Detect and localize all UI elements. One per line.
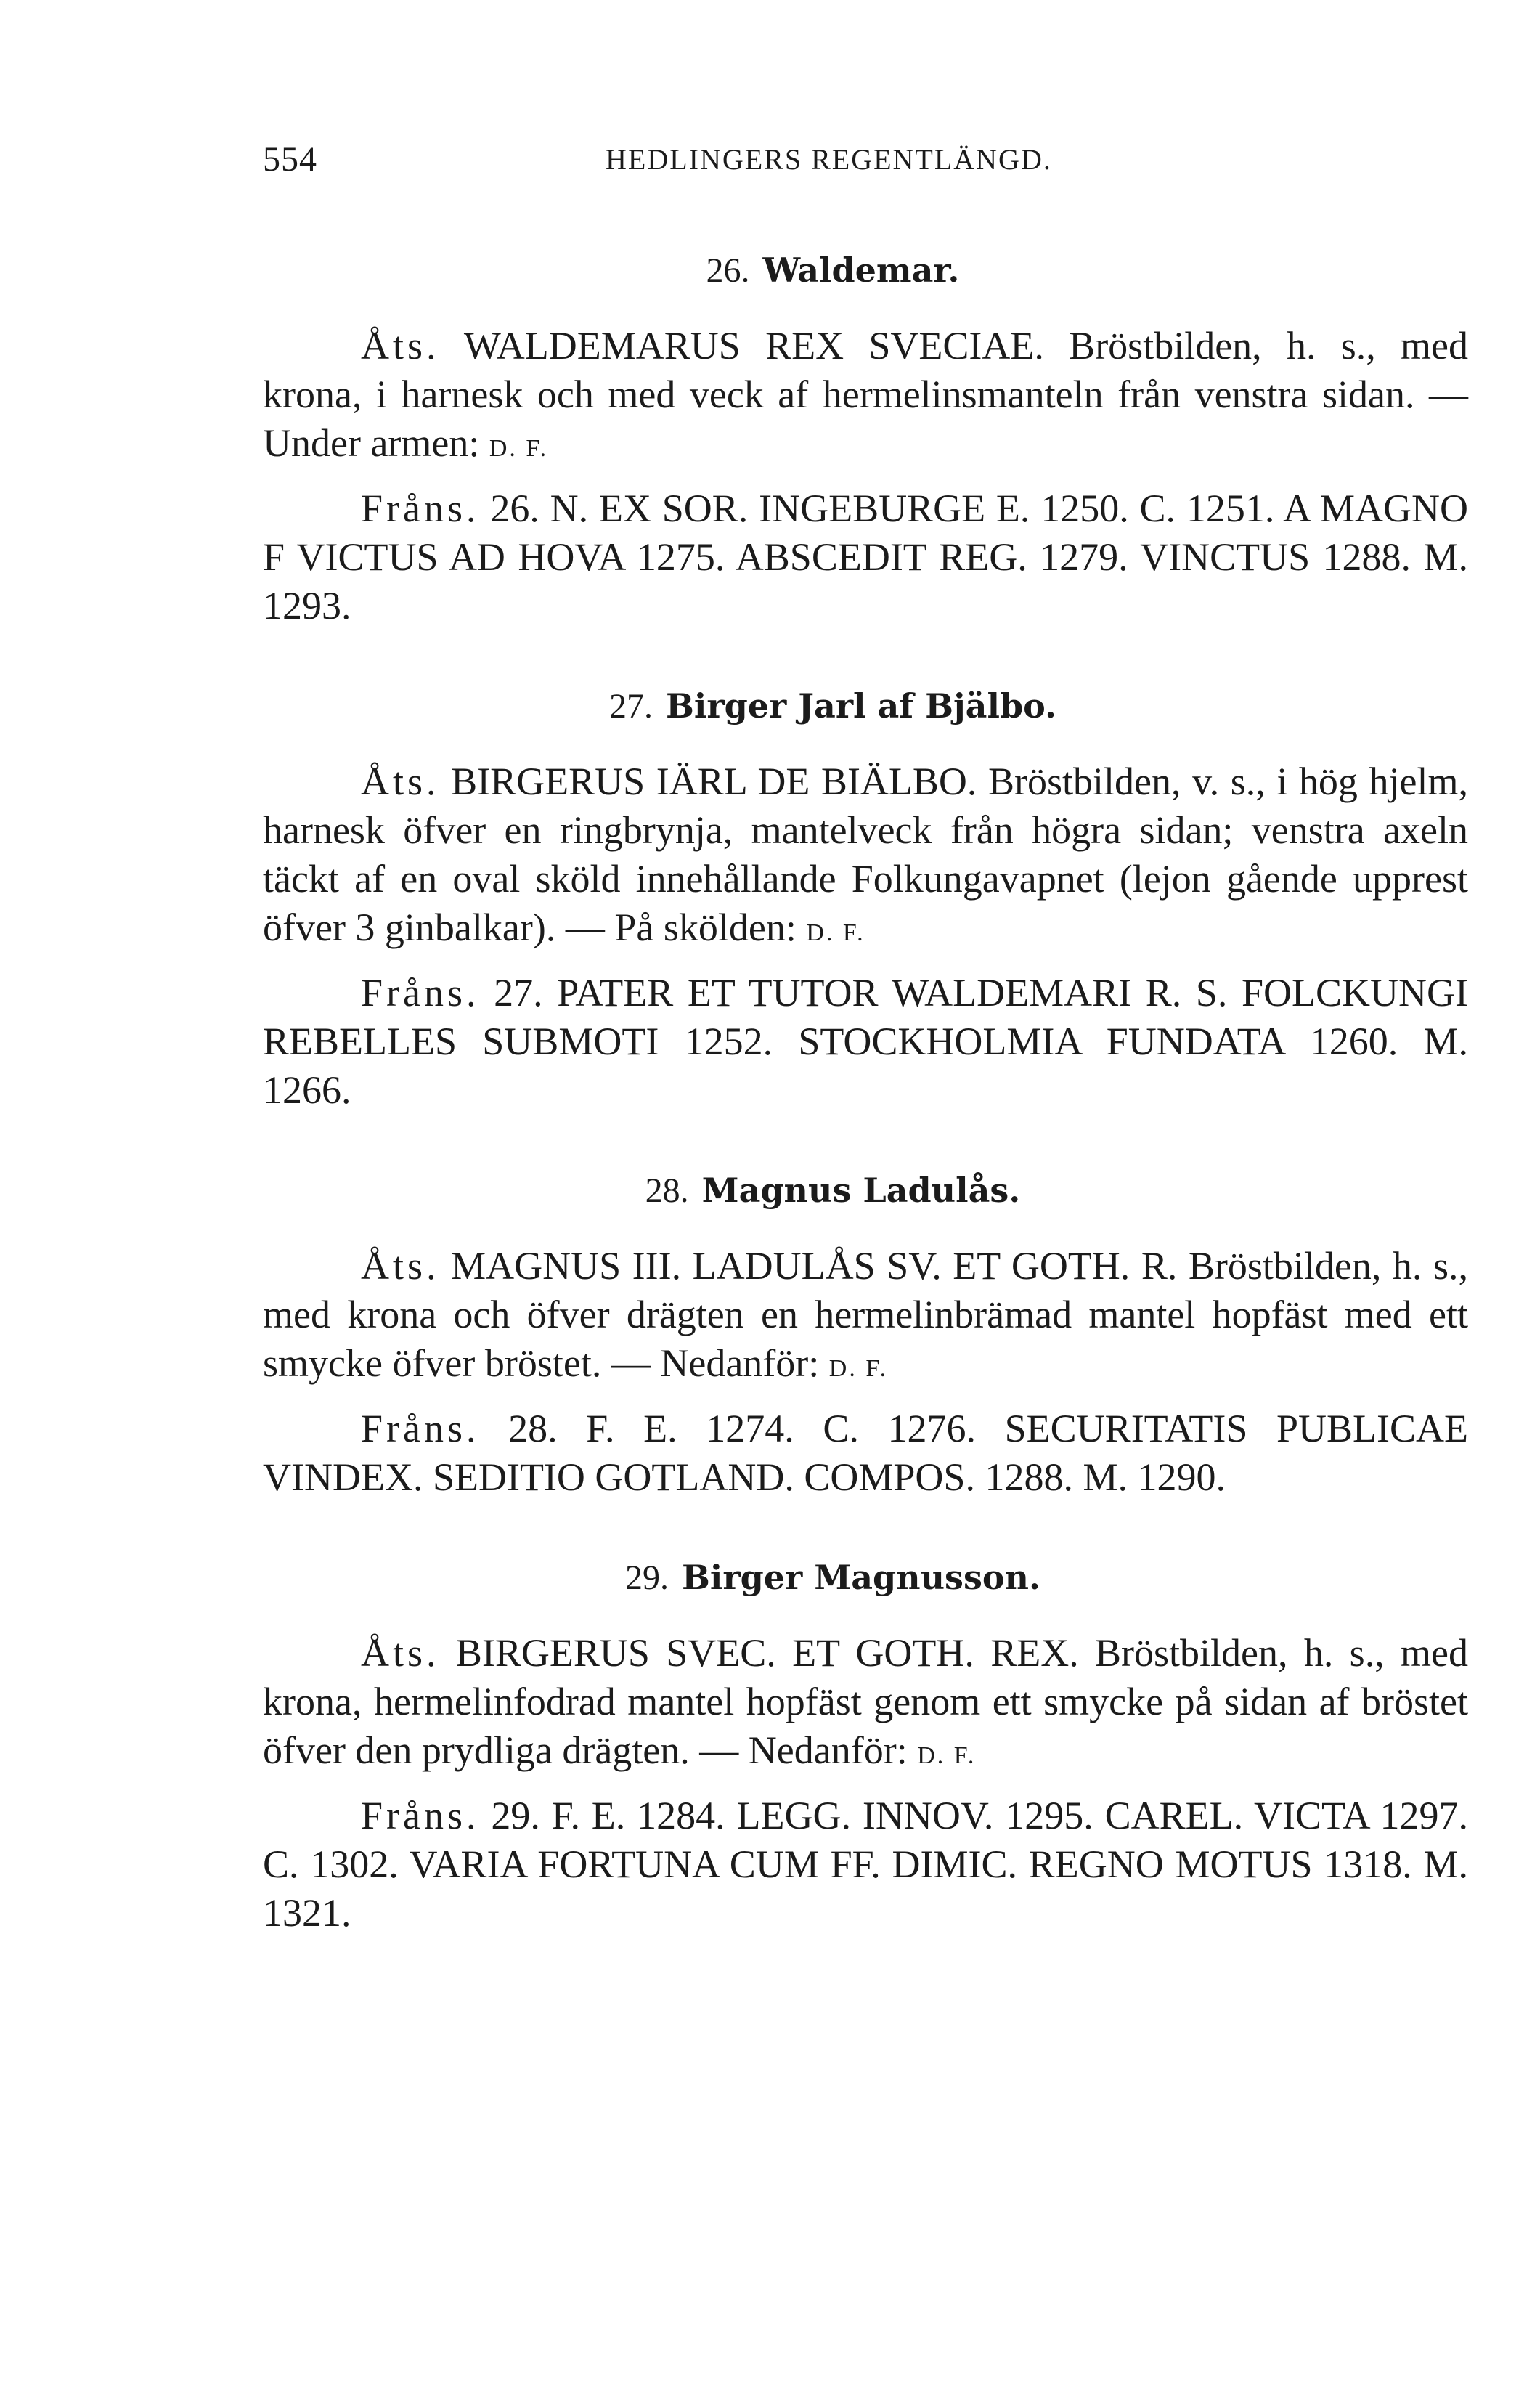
obverse-label: Åts. <box>361 1244 440 1288</box>
obverse-label: Åts. <box>361 1631 440 1675</box>
obverse-text: BIRGERUS IÄRL DE BIÄLBO. Bröstbilden, v. s., i hög hjelm, harnesk öfver en ringbrynja, mantelveck från högra sidan; venstra axeln täckt af en oval sköld innehållande Folkungavapnet (lejon gående upprest öfver 3 ginbalkar). — På skölden: <box>263 760 1469 949</box>
entry-29 <box>263 1554 1468 1938</box>
obverse-description <box>263 322 1468 473</box>
reverse-label: Fråns. <box>361 1407 480 1450</box>
reverse-text: 28. F. E. 1274. C. 1276. SECURITATIS PUBLICAE VINDEX. SEDITIO GOTLAND. COMPOS. 1288. M. 1290. <box>263 1407 1469 1499</box>
entry-26 <box>263 247 1468 630</box>
engraver-mark: D. F. <box>828 1355 889 1382</box>
engraver-mark: D. F. <box>806 919 865 946</box>
obverse-description <box>263 757 1468 957</box>
entry-name: Birger Jarl af Bjälbo. <box>665 686 1057 725</box>
reverse-label: Fråns. <box>361 971 480 1015</box>
obverse-label: Åts. <box>361 324 440 367</box>
reverse-text: 29. F. E. 1284. LEGG. INNOV. 1295. CAREL. VICTA 1297. C. 1302. VARIA FORTUNA CUM FF. DIMIC. REGNO MOTUS 1318. M. 1321. <box>263 1794 1469 1935</box>
reverse-description <box>263 969 1468 1115</box>
obverse-text: WALDEMARUS REX SVECIAE. Bröstbilden, h. s., med krona, i harnesk och med veck af hermelinsmanteln från venstra sidan. — Under armen: <box>263 324 1468 465</box>
engraver-mark: D. F. <box>489 435 549 462</box>
reverse-label: Fråns. <box>361 1794 480 1837</box>
entry-name: Magnus Ladulås. <box>701 1171 1021 1210</box>
entry-number: 26. <box>706 251 750 290</box>
running-head <box>263 138 1468 182</box>
entry-27 <box>263 683 1468 1115</box>
entry-name: Birger Magnusson. <box>682 1558 1040 1597</box>
obverse-label: Åts. <box>361 760 440 803</box>
entry-heading <box>263 683 1468 730</box>
entry-heading <box>263 1554 1468 1601</box>
reverse-description <box>263 484 1468 630</box>
reverse-description <box>263 1792 1468 1938</box>
engraver-mark: D. F. <box>917 1742 977 1769</box>
obverse-description <box>263 1629 1468 1780</box>
obverse-text: MAGNUS III. LADULÅS SV. ET GOTH. R. Bröstbilden, h. s., med krona och öfver drägten en hermelinbrämad mantel hopfäst med ett smycke öfver bröstet. — Nedanför: <box>263 1244 1468 1385</box>
reverse-text: 26. N. EX SOR. INGEBURGE E. 1250. C. 1251. A MAGNO F VICTUS AD HOVA 1275. ABSCEDIT REG. 1279. VINCTUS 1288. M. 1293. <box>263 487 1469 627</box>
obverse-description <box>263 1242 1468 1393</box>
entry-number: 28. <box>645 1171 689 1210</box>
entry-name: Waldemar. <box>762 251 960 290</box>
book-page <box>263 138 1468 1938</box>
entry-number: 29. <box>625 1558 669 1597</box>
entry-number: 27. <box>608 687 653 725</box>
reverse-label: Fråns. <box>361 487 480 530</box>
entry-28 <box>263 1167 1468 1502</box>
page-number: 554 <box>263 140 317 179</box>
obverse-text: BIRGERUS SVEC. ET GOTH. REX. Bröstbilden, h. s., med krona, hermelinfodrad mantel hopfäst genom ett smycke på sidan af bröstet öfver den prydliga drägten. — Nedanför: <box>263 1631 1468 1772</box>
entry-heading <box>263 1167 1468 1214</box>
reverse-text: 27. PATER ET TUTOR WALDEMARI R. S. FOLCKUNGI REBELLES SUBMOTI 1252. STOCKHOLMIA FUNDATA 1260. M. 1266. <box>263 971 1468 1112</box>
running-title: HEDLINGERS REGENTLÄNGD. <box>606 143 1052 176</box>
reverse-description <box>263 1405 1468 1502</box>
entry-heading <box>263 247 1468 294</box>
